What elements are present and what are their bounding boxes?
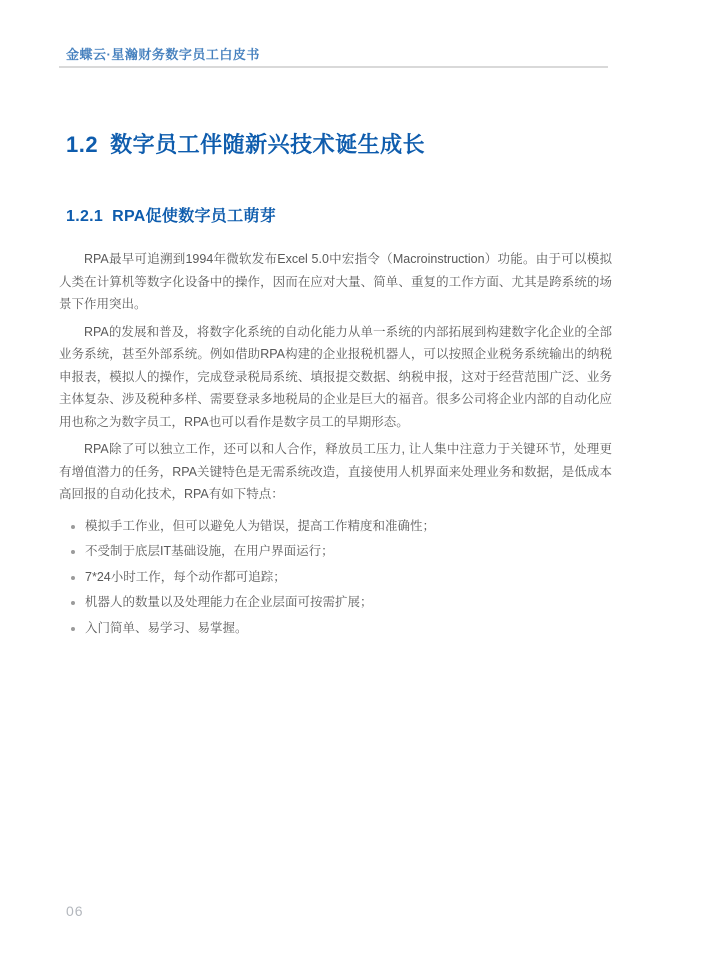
paragraph: RPA的发展和普及，将数字化系统的自动化能力从单一系统的内部拓展到构建数字化企业的全部业务系统，甚至外部系统。例如借助RPA构建的企业报税机器人，可以按照企业税务系统输出的纳税申报表，模拟人的操作，完成登录税局系统、填报提交数据、纳税申报，这对于经营范围广泛、业务主体复杂、涉及税种多样、需要登录多地税局的企业是巨大的福音。很多公司将企业内部的自动化应用也称之为数字员工，RPA也可以看作是数字员工的早期形态。	[59, 324, 612, 429]
list-item	[59, 539, 612, 565]
section-title: 数字员工伴随新兴技术诞生成长	[110, 132, 426, 157]
list-item-text: 7*24小时工作，每个动作都可追踪；	[85, 569, 286, 584]
paragraph: RPA除了可以独立工作，还可以和人合作，释放员工压力, 让人集中注意力于关键环节，处理更有增值潜力的任务，RPA关键特色是无需系统改造，直接使用人机界面来处理业务和数据，是低成本高回报的自动化技术，RPA有如下特点：	[59, 442, 612, 501]
bullet-icon	[71, 601, 75, 605]
subsection-number: 1.2.1	[66, 208, 104, 225]
subsection-title: RPA促使数字员工萌芽	[112, 208, 276, 225]
page-number: 06	[66, 903, 84, 919]
feature-bullet-list	[59, 514, 612, 642]
running-header-title: 金蝶云·星瀚财务数字员工白皮书	[66, 47, 260, 62]
bullet-icon	[71, 550, 75, 554]
list-item-text: 模拟手工作业，但可以避免人为错误，提高工作精度和准确性；	[85, 518, 436, 533]
list-item	[59, 514, 612, 540]
list-item-text: 机器人的数量以及处理能力在企业层面可按需扩展；	[85, 595, 373, 609]
bullet-icon	[71, 627, 75, 631]
list-item-text: 入门简单、易学习、易掌握。	[85, 620, 248, 635]
list-item	[59, 565, 612, 591]
section-heading	[66, 128, 425, 159]
section-number: 1.2	[66, 132, 99, 157]
body-copy	[59, 248, 612, 641]
header-divider	[59, 66, 608, 68]
paragraph: RPA最早可追溯到1994年微软发布Excel 5.0中宏指令（Macroinstruction）功能。由于可以模拟人类在计算机等数字化设备中的操作，因而在应对大量、简单、重复的工作方面、尤其是跨系统的场景下作用突出。	[59, 252, 612, 311]
list-item-text: 不受制于底层IT基础设施，在用户界面运行；	[85, 544, 334, 558]
bullet-icon	[71, 525, 75, 529]
bullet-icon	[71, 576, 75, 580]
list-item	[59, 590, 612, 616]
list-item	[59, 616, 612, 642]
subsection-heading	[66, 203, 276, 226]
